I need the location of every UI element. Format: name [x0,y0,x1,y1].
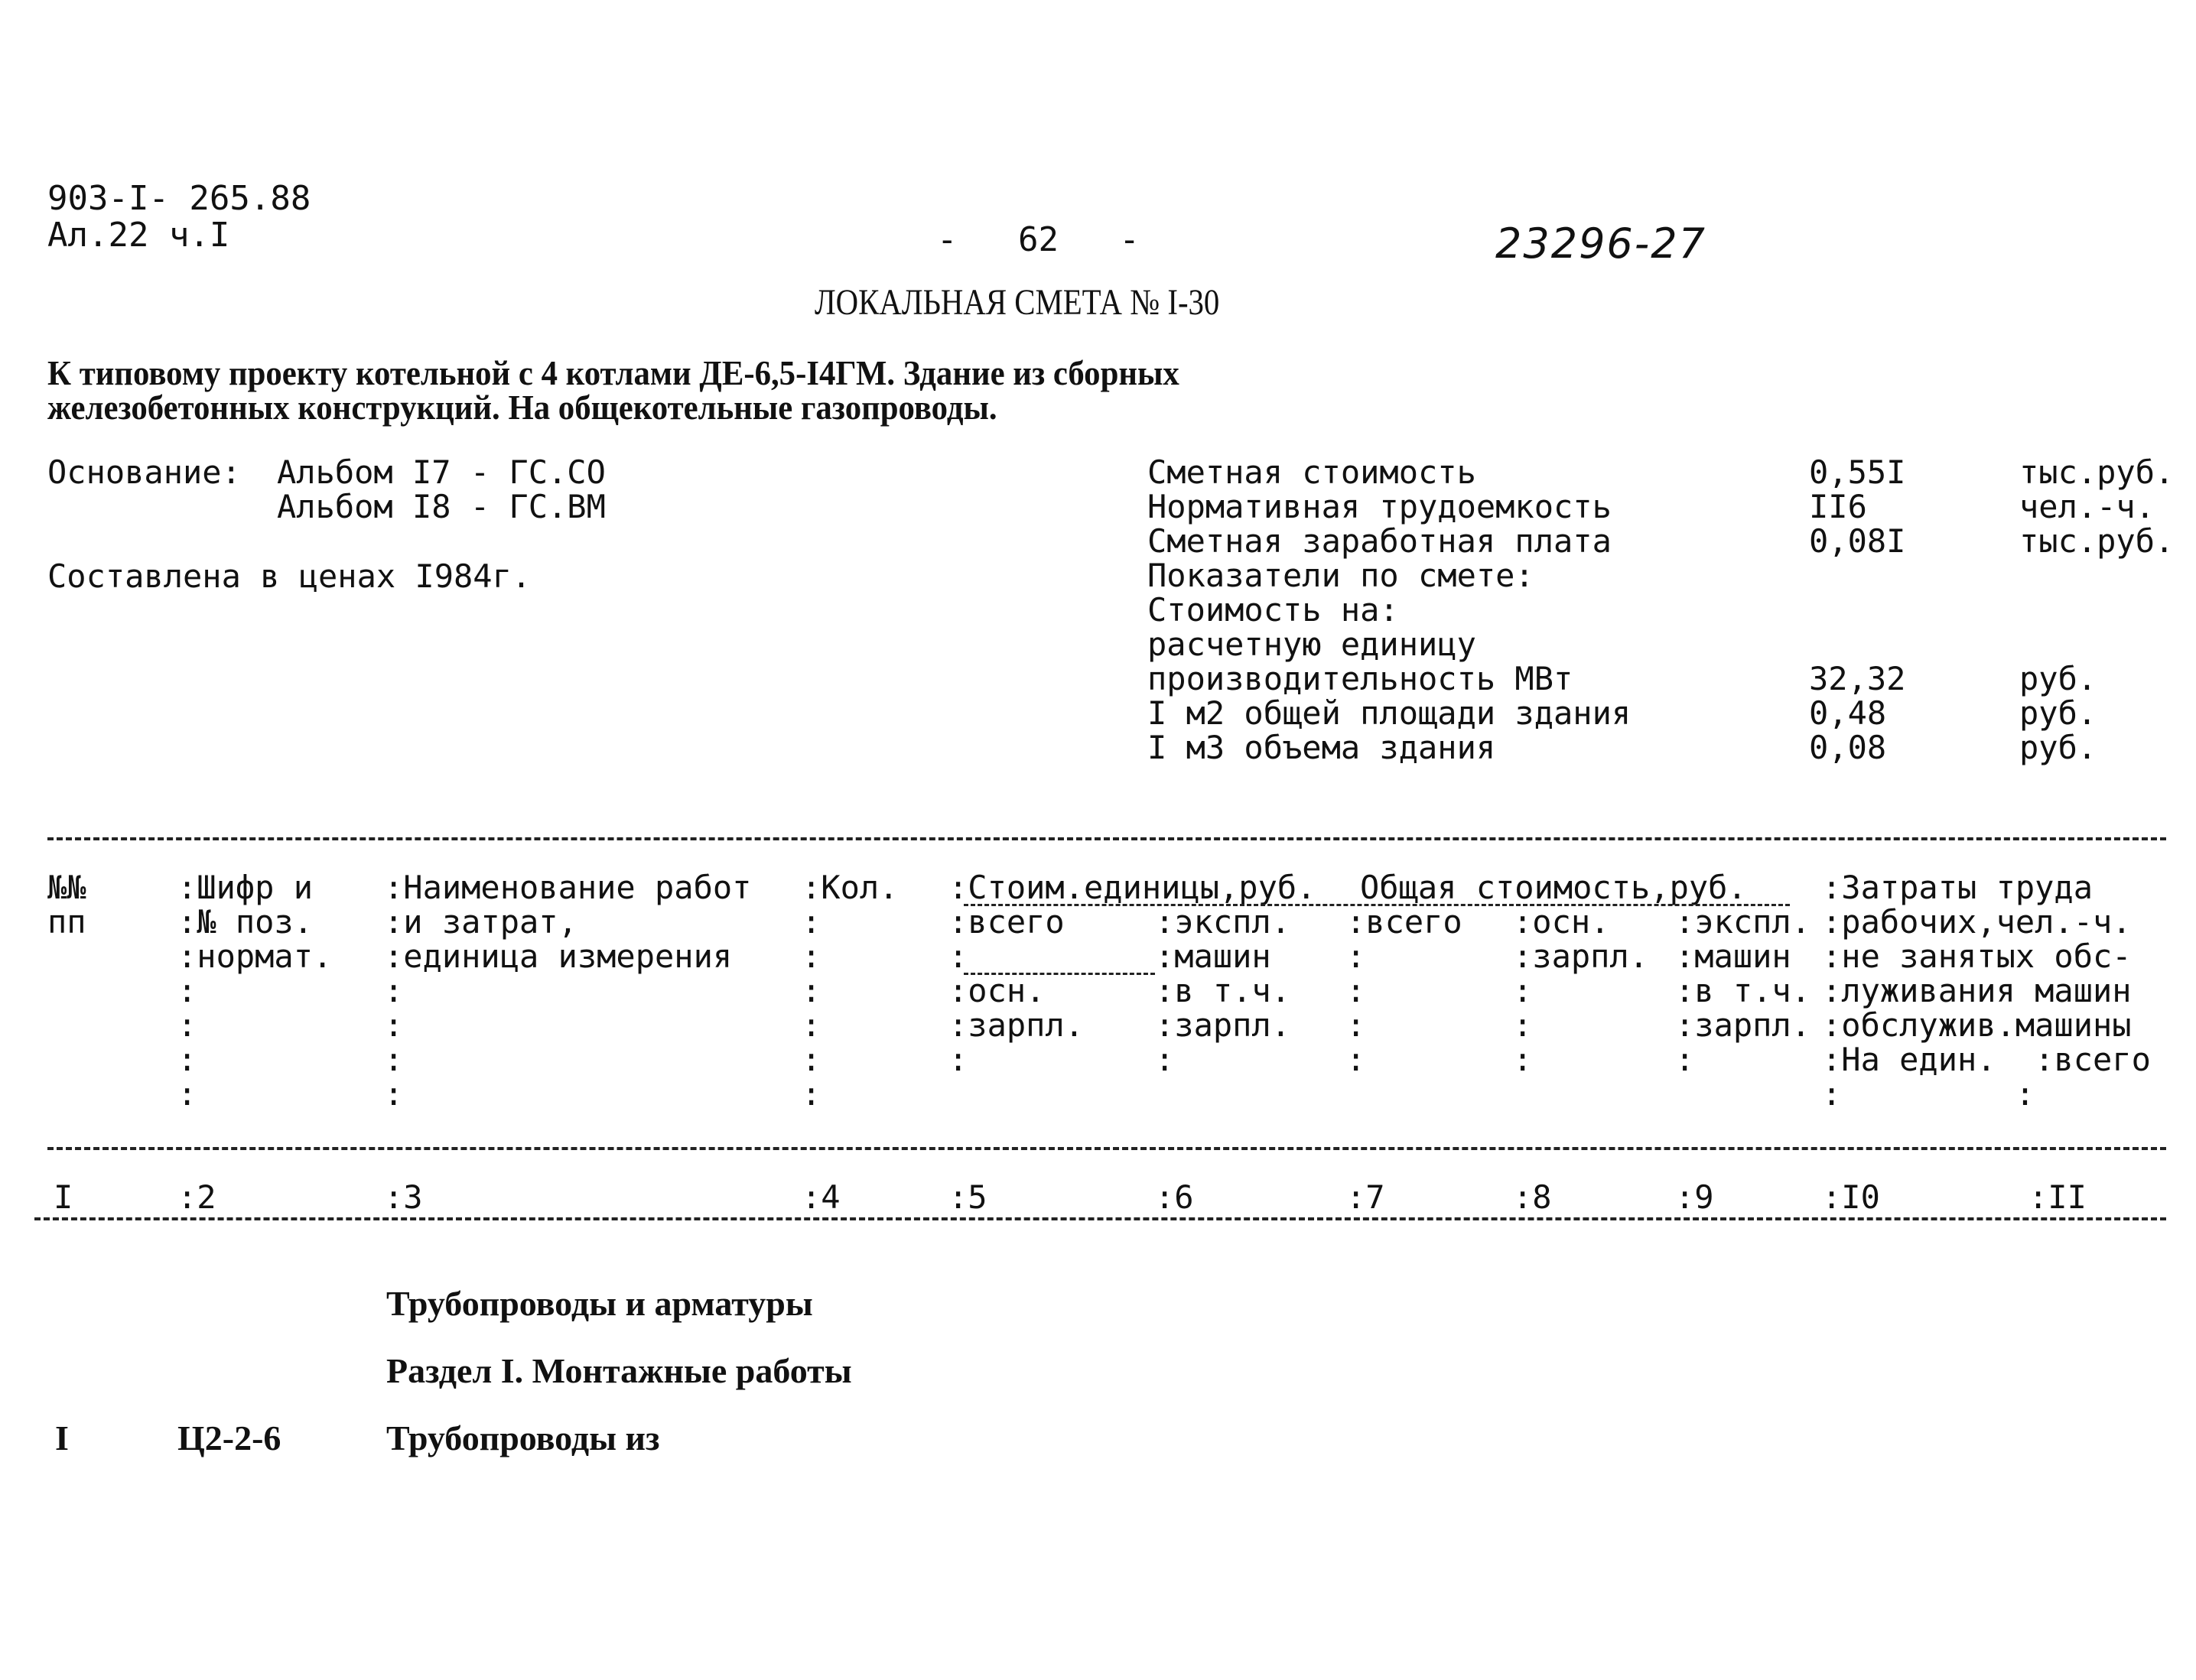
header-col-4-line: : [802,903,821,941]
sub-rule [964,973,1155,975]
column-number: I [54,1178,73,1216]
header-col-10-line: : : [1822,1075,2035,1113]
section-title: Трубопроводы и арматуры [386,1284,813,1323]
document-code: 903-I- 265.88 [47,179,311,218]
header-col-8-line: : [1513,1041,1533,1078]
header-col-10-line: :не занятых обс- [1822,937,2132,975]
header-col-1-line: пп [47,903,86,941]
row-name: Трубопроводы из [386,1418,660,1457]
column-number: :I0 [1822,1178,1880,1216]
header-col-10-line: :луживания машин [1822,972,2132,1009]
header-bottom-rule [47,1147,2166,1150]
indicator-unit: тыс.руб. [2019,522,2175,560]
header-group-total-cost: Общая стоимость,руб. [1360,869,1747,906]
header-col-3-line: : [384,972,404,1009]
indicator-label: производительность МВт [1147,660,1573,697]
section-subtitle: Раздел I. Монтажные работы [386,1351,852,1390]
header-col-7-line: : [1346,972,1366,1009]
header-col-4-line: : [802,1075,821,1113]
row-number: I [55,1418,69,1457]
indicator-label: Нормативная трудоемкость [1147,488,1612,525]
header-col-7-line: : [1346,1006,1366,1044]
header-col-6-line: :машин [1155,937,1271,975]
header-col-8-line: : [1513,1006,1533,1044]
indicator-label: Стоимость на: [1147,591,1399,629]
indicator-unit: руб. [2019,660,2097,697]
inventory-number: 23296-27 [1495,219,1706,268]
header-col-2-line: : [177,1006,197,1044]
column-number: :5 [948,1178,987,1216]
description-line-2: железобетонных конструкций. На общекотельные газопроводы. [47,388,997,427]
header-col-9-line: :в т.ч. [1675,972,1811,1009]
header-col-4-line: : [802,1006,821,1044]
header-col-3-line: :и затрат, [384,903,577,941]
basis-album-1: Альбом I7 - ГС.СО [277,453,606,491]
header-col-4-line: : [802,972,821,1009]
header-col-2-line: :№ поз. [177,903,314,941]
header-col-10-line: :Затраты труда [1822,869,2094,906]
indicator-label: I м3 объема здания [1147,729,1496,766]
column-numbers-rule [34,1217,2166,1220]
header-col-6-line: : [1155,1041,1175,1078]
header-col-5-line: :осн. [948,972,1046,1009]
header-col-9-line: :машин [1675,937,1791,975]
indicator-unit: руб. [2019,729,2097,766]
header-col-8-line: :зарпл. [1513,937,1649,975]
indicator-value: 0,48 [1809,694,1887,732]
header-col-6-line: :экспл. [1155,903,1291,941]
price-basis: Составлена в ценах I984г. [47,557,532,595]
header-group-unit-cost: :Стоим.единицы,руб. [948,869,1316,906]
header-col-2-line: : [177,1075,197,1113]
indicator-value: 0,55I [1809,453,1906,491]
header-col-7-line: : [1346,937,1366,975]
header-col-2-line: :нормат. [177,937,333,975]
header-col-3-line: :Наименование работ [384,869,752,906]
header-col-6-line: :в т.ч. [1155,972,1291,1009]
header-col-7-line: :всего [1346,903,1462,941]
header-col-5-line: : [948,1041,968,1078]
header-col-5-line: :всего [948,903,1065,941]
column-number: :8 [1513,1178,1552,1216]
column-number: :II [2028,1178,2087,1216]
indicator-label: Сметная стоимость [1147,453,1476,491]
page-title: ЛОКАЛЬНАЯ СМЕТА № I-30 [815,282,1220,323]
indicator-unit: руб. [2019,694,2097,732]
table-top-rule [47,837,2166,840]
column-number: :7 [1346,1178,1385,1216]
description-line-1: К типовому проекту котельной с 4 котлами ДЕ-6,5-I4ГМ. Здание из сборных [47,353,1179,392]
header-col-3-line: : [384,1075,404,1113]
row-code: Ц2-2-6 [177,1418,281,1457]
header-col-4-line: : [802,1041,821,1078]
header-col-2-line: : [177,1041,197,1078]
header-col-2-line: :Шифр и [177,869,314,906]
header-col-8-line: :осн. [1513,903,1610,941]
basis-album-2: Альбом I8 - ГС.ВМ [277,488,606,525]
header-col-5-line: :зарпл. [948,1006,1085,1044]
header-col-10-line: :обслужив.машины [1822,1006,2132,1044]
album-reference: Ал.22 ч.I [47,216,230,255]
indicator-value: II6 [1809,488,1867,525]
indicator-value: 32,32 [1809,660,1906,697]
indicator-label: Сметная заработная плата [1147,522,1612,560]
indicator-label: Показатели по смете: [1147,557,1534,594]
basis-label: Основание: [47,453,241,491]
column-number: :2 [177,1178,216,1216]
indicator-label: расчетную единицу [1147,626,1476,663]
header-col-5-line: : [948,937,968,975]
indicator-unit: тыс.руб. [2019,453,2175,491]
header-col-3-line: : [384,1041,404,1078]
header-col-4-line: :Кол. [802,869,899,906]
header-col-3-line: :единица измерения [384,937,733,975]
header-col-8-line: : [1513,972,1533,1009]
header-col-6-line: :зарпл. [1155,1006,1291,1044]
indicator-label: I м2 общей площади здания [1147,694,1632,732]
header-col-2-line: : [177,972,197,1009]
indicator-value: 0,08I [1809,522,1906,560]
column-number: :9 [1675,1178,1714,1216]
page-number: - 62 - [937,220,1140,259]
indicator-value: 0,08 [1809,729,1887,766]
header-col-7-line: : [1346,1041,1366,1078]
indicator-unit: чел.-ч. [2019,488,2155,525]
header-col-9-line: :экспл. [1675,903,1811,941]
header-col-9-line: : [1675,1041,1695,1078]
header-col-4-line: : [802,937,821,975]
header-col-10-line: :На един. :всего [1822,1041,2151,1078]
header-col-1-line: №№ [47,869,86,906]
column-number: :4 [802,1178,841,1216]
header-col-10-line: :рабочих,чел.-ч. [1822,903,2132,941]
column-number: :3 [384,1178,423,1216]
header-col-9-line: :зарпл. [1675,1006,1811,1044]
header-col-3-line: : [384,1006,404,1044]
column-number: :6 [1155,1178,1194,1216]
